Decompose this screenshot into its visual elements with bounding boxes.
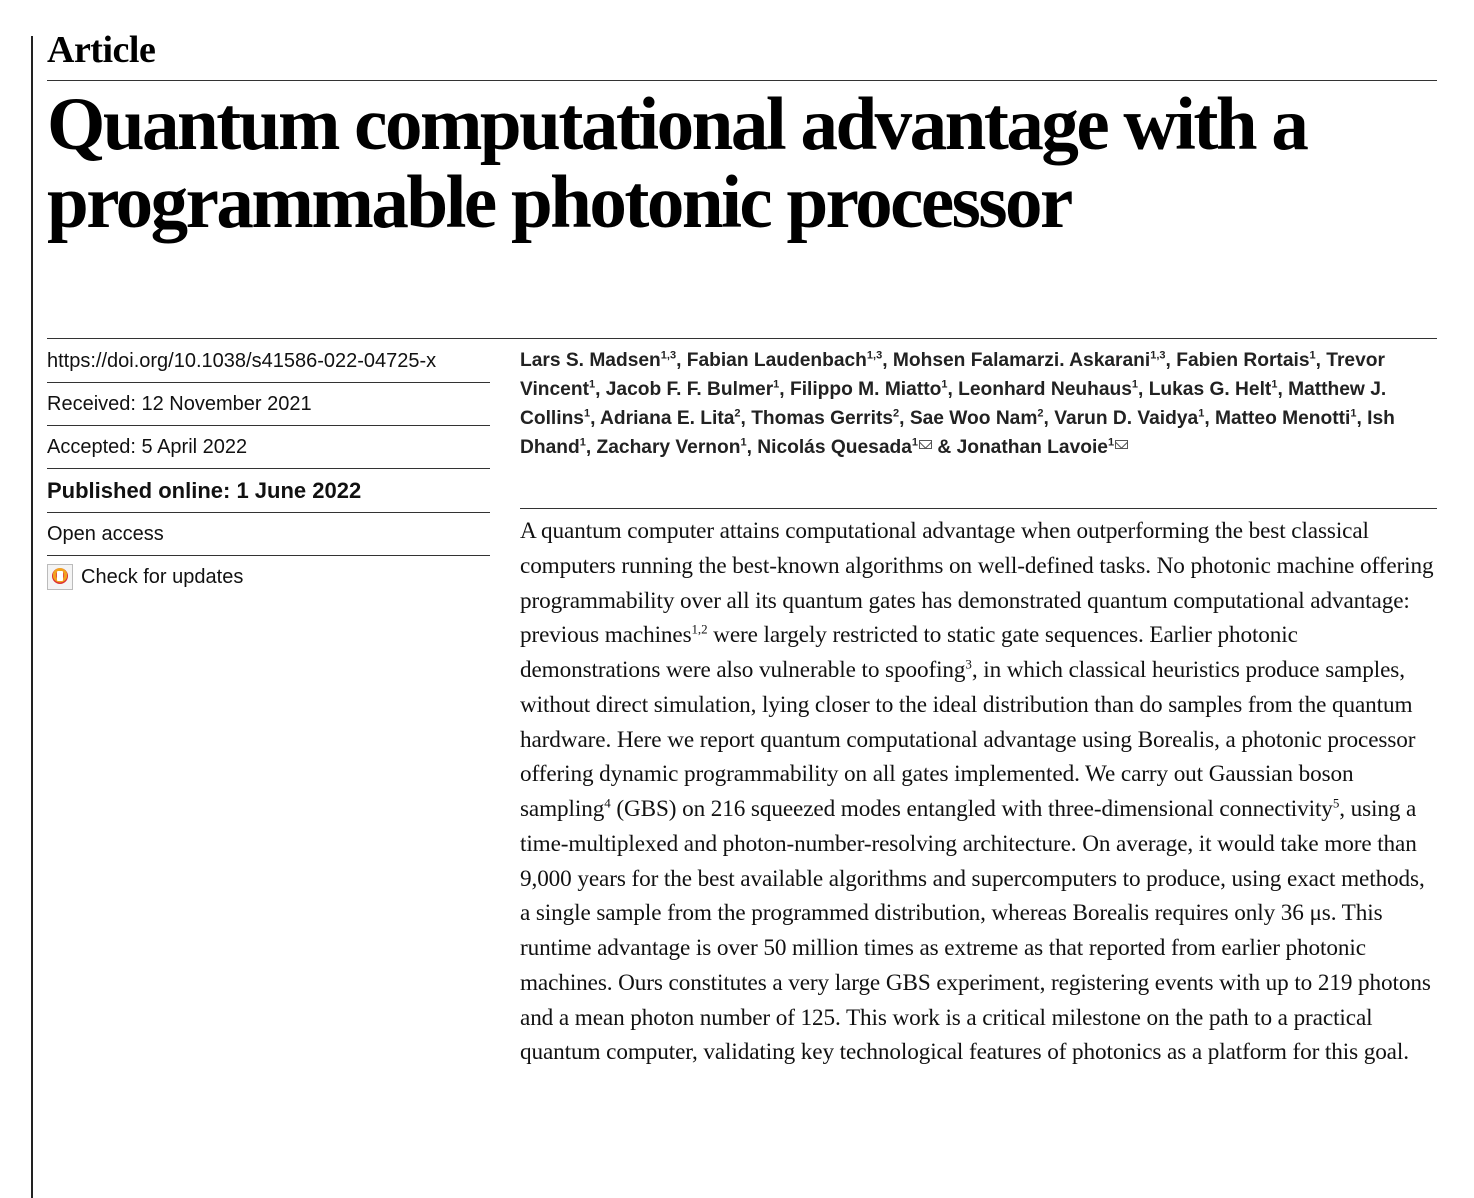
citation-ref[interactable]: 4	[604, 795, 611, 811]
author-affiliation: 1	[1131, 378, 1139, 391]
author-name[interactable]: Jacob F. F. Bulmer	[605, 379, 774, 400]
received-date: Received: 12 November 2021	[47, 383, 490, 426]
author-separator: ,	[779, 379, 790, 400]
published-date: Published online: 1 June 2022	[47, 469, 490, 513]
corresponding-author-email-icon[interactable]	[1115, 440, 1128, 449]
author-name[interactable]: Nicolás Quesada	[757, 437, 912, 458]
author-name[interactable]: Jonathan Lavoie	[956, 437, 1108, 458]
author-separator: ,	[1204, 408, 1215, 429]
author-affiliation: 1	[911, 436, 919, 449]
author-name[interactable]: Fabien Rortais	[1176, 350, 1310, 371]
author-name[interactable]: Adriana E. Lita	[600, 408, 735, 429]
author-separator: ,	[1138, 379, 1149, 400]
author-name[interactable]: Filippo M. Miatto	[789, 379, 942, 400]
author-separator: ,	[595, 379, 606, 400]
author-name[interactable]: Zachary Vernon	[596, 437, 741, 458]
abstract-text-2: were largely restricted to static gate sequences. Earlier photonic demonstrations were also vulnerable to spoofing	[520, 622, 1298, 683]
author-name[interactable]: Ish Dhand	[520, 408, 1395, 458]
author-list	[520, 346, 1440, 462]
author-separator: ,	[882, 350, 893, 371]
article-title	[47, 83, 1447, 244]
author-name[interactable]: Matteo Menotti	[1215, 408, 1351, 429]
citation-ref[interactable]: 1,2	[691, 621, 708, 637]
author-affiliation: 1	[1271, 378, 1278, 391]
author-separator: ,	[1315, 350, 1327, 371]
check-for-updates-button[interactable]	[47, 556, 490, 598]
corresponding-author-email-icon[interactable]	[919, 440, 932, 449]
author-separator: ,	[1277, 379, 1289, 400]
author-name[interactable]: Thomas Gerrits	[751, 408, 894, 429]
author-separator: ,	[746, 437, 758, 458]
author-name[interactable]: Lars S. Madsen	[520, 350, 661, 371]
author-affiliation: 1	[740, 436, 747, 449]
accepted-date: Accepted: 5 April 2022	[47, 426, 490, 469]
open-access-label: Open access	[47, 513, 490, 556]
author-name[interactable]: Mohsen Falamarzi. Askarani	[892, 350, 1151, 371]
check-updates-label: Check for updates	[81, 565, 244, 588]
abstract-text-5: , using a time-multiplexed and photon-number-resolving architecture. On average, it would take more than 9,000 years for the best available algorithms and supercomputers to produce, using exact methods, a single sample from the programmed distribution, whereas Borealis requires only 36 μs. This runtime advantage is over 50 million times as extreme as that reported from earlier photonic machines. Ours constitutes a very large GBS experiment, registering events with up to 219 photons and a mean photon number of 125. This work is a critical milestone on the path to a practical quantum computer, validating key technological features of photonics as a platform for this goal.	[520, 796, 1431, 1066]
author-name[interactable]: Fabian Laudenbach	[686, 350, 867, 371]
author-separator: ,	[1165, 350, 1177, 371]
author-separator: ,	[740, 408, 752, 429]
abstract	[520, 514, 1438, 1070]
author-affiliation: 1	[941, 378, 948, 391]
author-separator: ,	[899, 408, 910, 429]
author-name[interactable]: Trevor Vincent	[520, 350, 1385, 400]
author-affiliation: 1	[1309, 349, 1316, 362]
author-name[interactable]: Lukas G. Helt	[1148, 379, 1272, 400]
header-divider	[47, 80, 1437, 81]
author-separator: ,	[676, 350, 687, 371]
abstract-text-4: (GBS) on 216 squeezed modes entangled with three-dimensional connectivity	[610, 796, 1333, 822]
author-name[interactable]: Matthew J. Collins	[520, 379, 1387, 429]
author-affiliation: 1,3	[660, 349, 677, 362]
citation-ref[interactable]: 3	[965, 656, 972, 672]
author-separator: ,	[590, 408, 601, 429]
author-affiliation: 2	[893, 407, 900, 420]
left-margin-rule	[31, 36, 33, 1198]
author-affiliation: 2	[1037, 407, 1044, 420]
author-affiliation: 1	[1350, 407, 1357, 420]
author-joiner: &	[932, 437, 957, 458]
author-affiliation: 1	[1107, 436, 1115, 449]
author-affiliation: 1	[1198, 407, 1205, 420]
author-separator: ,	[1043, 408, 1055, 429]
author-affiliation: 2	[734, 407, 741, 420]
title-line-1: Quantum computational advantage with a	[47, 83, 1307, 166]
abstract-divider	[520, 508, 1437, 509]
author-affiliation: 1	[579, 436, 586, 449]
abstract-text-1: A quantum computer attains computational advantage when outperforming the best classical computers running the best-known algorithms on well-defined tasks. No photonic machine offering programmability over all its quantum gates has demonstrated quantum computational advantage: previous machines	[520, 518, 1434, 649]
author-separator: ,	[585, 437, 597, 458]
author-name[interactable]: Varun D. Vaidya	[1054, 408, 1199, 429]
title-line-2: programmable photonic processor	[47, 161, 1071, 244]
article-metadata	[47, 340, 490, 598]
title-divider	[47, 338, 1437, 339]
author-name[interactable]: Sae Woo Nam	[909, 408, 1038, 429]
author-affiliation: 1	[773, 378, 780, 391]
abstract-text-3: , in which classical heuristics produce samples, without direct simulation, lying closer to the ideal distribution than do samples from the quantum hardware. Here we report quantum computational advantage using Borealis, a photonic processor offering dynamic programmability on all gates implemented. We carry out Gaussian boson sampling	[520, 657, 1416, 822]
author-name[interactable]: Leonhard Neuhaus	[958, 379, 1132, 400]
author-separator: ,	[947, 379, 959, 400]
citation-ref[interactable]: 5	[1332, 795, 1340, 811]
check-updates-icon	[47, 564, 73, 590]
author-separator: ,	[1356, 408, 1368, 429]
article-type-label: Article	[47, 29, 156, 71]
author-affiliation: 1,3	[866, 349, 883, 362]
author-affiliation: 1,3	[1150, 349, 1166, 362]
doi-link[interactable]: https://doi.org/10.1038/s41586-022-04725-x	[47, 340, 490, 383]
author-affiliation: 1	[588, 378, 596, 391]
author-affiliation: 1	[583, 407, 591, 420]
